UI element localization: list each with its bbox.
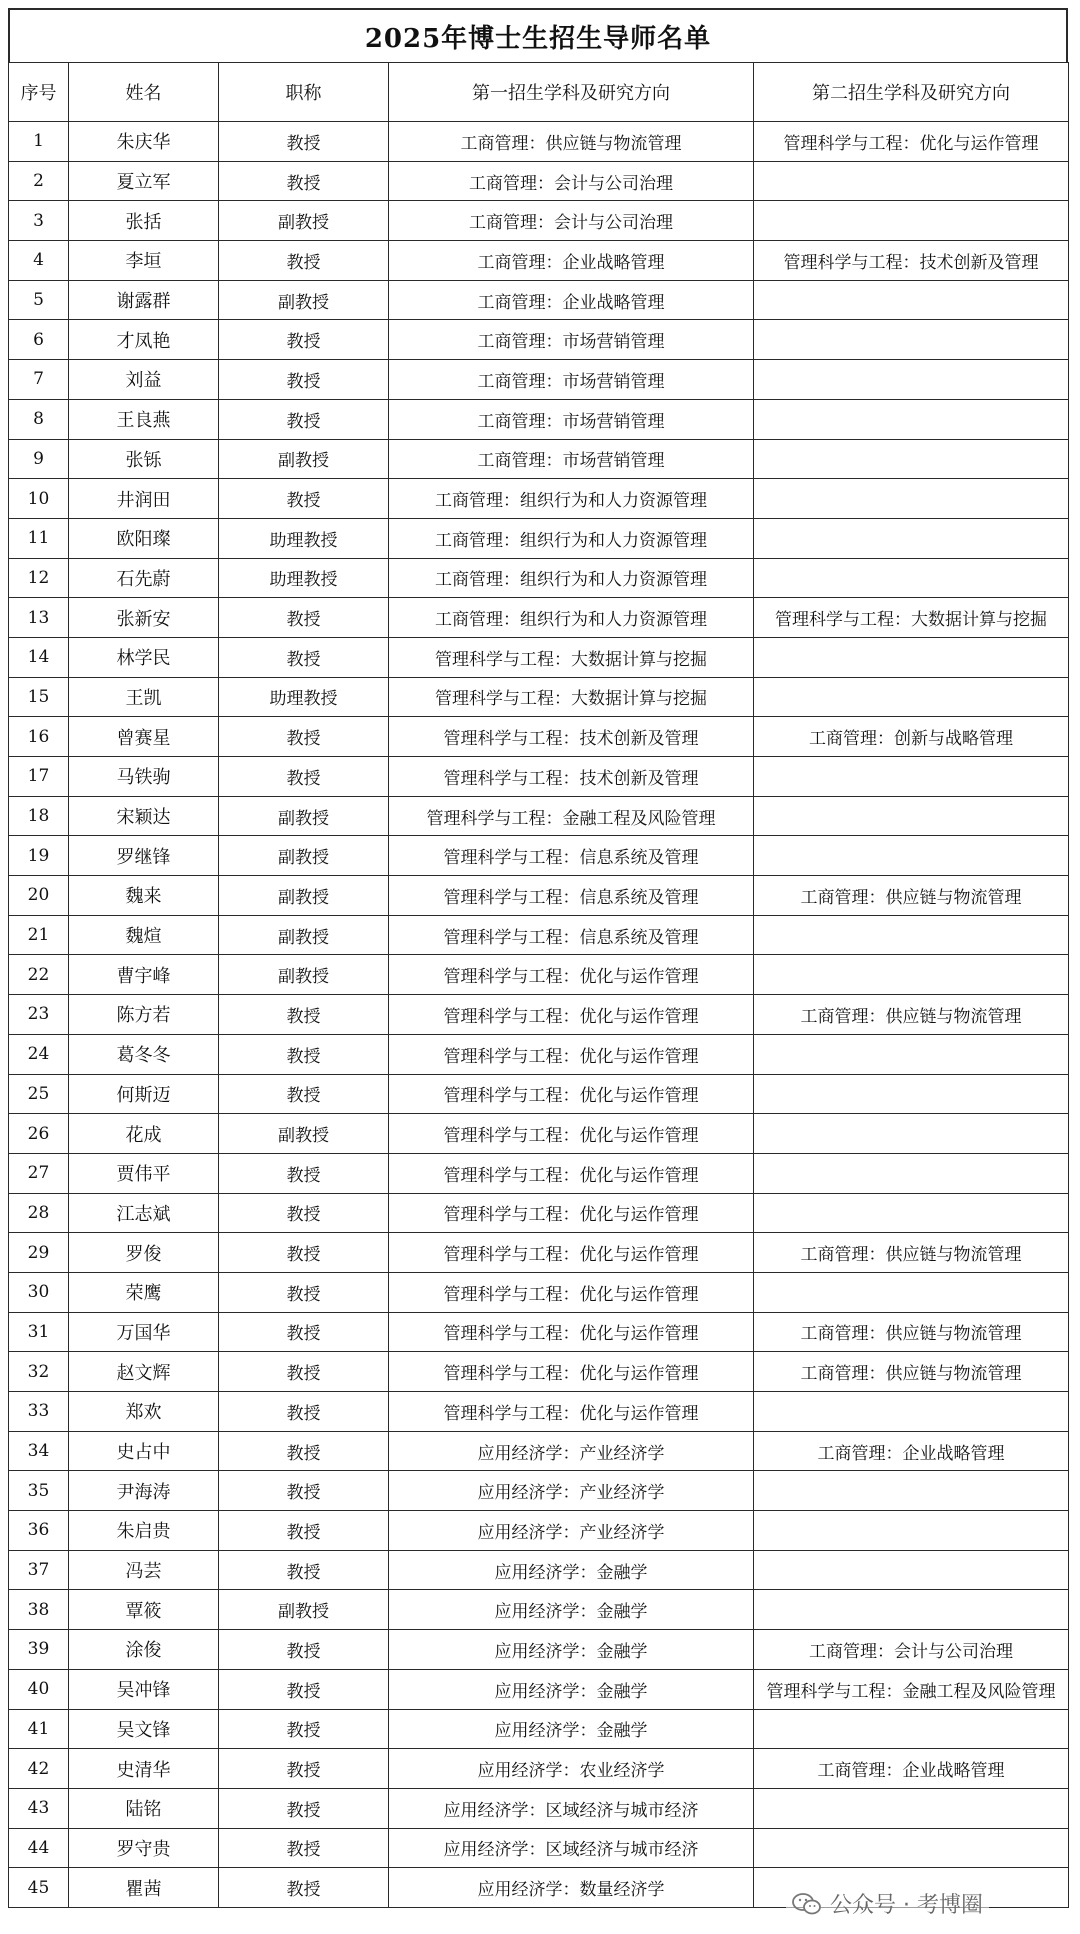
cell-first-subject: 应用经济学：产业经济学 (389, 1471, 754, 1511)
document-sheet (8, 8, 1068, 1908)
cell-name: 谢露群 (69, 280, 219, 320)
cell-name: 宋颖达 (69, 796, 219, 836)
cell-index: 33 (9, 1392, 69, 1432)
cell-index: 15 (9, 677, 69, 717)
cell-first-subject: 工商管理：组织行为和人力资源管理 (389, 558, 754, 598)
cell-name: 石先蔚 (69, 558, 219, 598)
cell-rank: 助理教授 (219, 558, 389, 598)
table-row (9, 1034, 1069, 1074)
table-row (9, 1272, 1069, 1312)
cell-rank: 教授 (219, 1431, 389, 1471)
cell-first-subject: 应用经济学：金融学 (389, 1590, 754, 1630)
cell-second-subject (754, 201, 1069, 241)
cell-name: 郑欢 (69, 1392, 219, 1432)
cell-index: 21 (9, 915, 69, 955)
cell-first-subject: 工商管理：企业战略管理 (389, 280, 754, 320)
cell-index: 29 (9, 1233, 69, 1273)
cell-rank: 副教授 (219, 915, 389, 955)
cell-index: 44 (9, 1828, 69, 1868)
table-row (9, 876, 1069, 916)
cell-second-subject (754, 558, 1069, 598)
cell-first-subject: 工商管理：组织行为和人力资源管理 (389, 598, 754, 638)
cell-first-subject: 工商管理：会计与公司治理 (389, 201, 754, 241)
cell-first-subject: 工商管理：市场营销管理 (389, 439, 754, 479)
cell-first-subject: 工商管理：组织行为和人力资源管理 (389, 479, 754, 519)
cell-name: 欧阳璨 (69, 518, 219, 558)
cell-first-subject: 工商管理：市场营销管理 (389, 360, 754, 400)
cell-index: 13 (9, 598, 69, 638)
table-row (9, 439, 1069, 479)
table-row (9, 360, 1069, 400)
cell-first-subject: 管理科学与工程：优化与运作管理 (389, 1272, 754, 1312)
cell-second-subject: 管理科学与工程：技术创新及管理 (754, 241, 1069, 281)
cell-name: 涂俊 (69, 1630, 219, 1670)
cell-second-subject: 工商管理：会计与公司治理 (754, 1630, 1069, 1670)
table-row (9, 1788, 1069, 1828)
cell-second-subject (754, 479, 1069, 519)
table-row (9, 241, 1069, 281)
table-row (9, 836, 1069, 876)
table-row (9, 915, 1069, 955)
cell-index: 11 (9, 518, 69, 558)
table-row (9, 1749, 1069, 1789)
cell-index: 36 (9, 1511, 69, 1551)
cell-name: 曾赛星 (69, 717, 219, 757)
cell-first-subject: 管理科学与工程：优化与运作管理 (389, 1352, 754, 1392)
cell-index: 23 (9, 995, 69, 1035)
cell-first-subject: 管理科学与工程：优化与运作管理 (389, 995, 754, 1035)
cell-rank: 教授 (219, 1074, 389, 1114)
cell-second-subject (754, 1788, 1069, 1828)
table-row (9, 1590, 1069, 1630)
cell-first-subject: 应用经济学：金融学 (389, 1709, 754, 1749)
cell-second-subject (754, 1511, 1069, 1551)
cell-index: 8 (9, 399, 69, 439)
header-rank: 职称 (219, 63, 389, 122)
cell-rank: 教授 (219, 1272, 389, 1312)
cell-rank: 教授 (219, 1511, 389, 1551)
cell-index: 12 (9, 558, 69, 598)
cell-index: 16 (9, 717, 69, 757)
cell-index: 37 (9, 1550, 69, 1590)
table-row (9, 161, 1069, 201)
cell-second-subject (754, 757, 1069, 797)
cell-name: 魏来 (69, 876, 219, 916)
cell-index: 2 (9, 161, 69, 201)
cell-first-subject: 工商管理：市场营销管理 (389, 399, 754, 439)
table-row (9, 1074, 1069, 1114)
cell-rank: 教授 (219, 757, 389, 797)
cell-rank: 教授 (219, 1669, 389, 1709)
cell-index: 25 (9, 1074, 69, 1114)
cell-index: 10 (9, 479, 69, 519)
table-row (9, 1828, 1069, 1868)
cell-second-subject (754, 1709, 1069, 1749)
cell-first-subject: 工商管理：组织行为和人力资源管理 (389, 518, 754, 558)
cell-first-subject: 管理科学与工程：信息系统及管理 (389, 915, 754, 955)
cell-second-subject (754, 1590, 1069, 1630)
cell-index: 4 (9, 241, 69, 281)
cell-name: 贾伟平 (69, 1153, 219, 1193)
cell-index: 28 (9, 1193, 69, 1233)
cell-first-subject: 工商管理：企业战略管理 (389, 241, 754, 281)
table-row (9, 399, 1069, 439)
table-row (9, 122, 1069, 162)
cell-index: 19 (9, 836, 69, 876)
cell-second-subject (754, 1471, 1069, 1511)
cell-name: 张铄 (69, 439, 219, 479)
cell-name: 罗守贵 (69, 1828, 219, 1868)
cell-rank: 教授 (219, 995, 389, 1035)
cell-name: 曹宇峰 (69, 955, 219, 995)
cell-index: 20 (9, 876, 69, 916)
table-row (9, 479, 1069, 519)
cell-name: 史清华 (69, 1749, 219, 1789)
cell-second-subject (754, 439, 1069, 479)
cell-second-subject: 工商管理：企业战略管理 (754, 1431, 1069, 1471)
table-row (9, 1550, 1069, 1590)
cell-second-subject (754, 1828, 1069, 1868)
cell-index: 39 (9, 1630, 69, 1670)
cell-second-subject (754, 280, 1069, 320)
table-row (9, 1193, 1069, 1233)
table-row (9, 1114, 1069, 1154)
cell-index: 1 (9, 122, 69, 162)
cell-name: 罗继锋 (69, 836, 219, 876)
table-row (9, 796, 1069, 836)
table-row (9, 280, 1069, 320)
cell-second-subject (754, 637, 1069, 677)
cell-first-subject: 管理科学与工程：信息系统及管理 (389, 876, 754, 916)
table-row (9, 1431, 1069, 1471)
cell-first-subject: 管理科学与工程：优化与运作管理 (389, 955, 754, 995)
cell-first-subject: 管理科学与工程：优化与运作管理 (389, 1114, 754, 1154)
cell-name: 马铁驹 (69, 757, 219, 797)
cell-index: 41 (9, 1709, 69, 1749)
cell-second-subject: 工商管理：供应链与物流管理 (754, 1352, 1069, 1392)
cell-name: 赵文辉 (69, 1352, 219, 1392)
cell-index: 27 (9, 1153, 69, 1193)
cell-name: 朱庆华 (69, 122, 219, 162)
cell-index: 32 (9, 1352, 69, 1392)
cell-first-subject: 应用经济学：数量经济学 (389, 1868, 754, 1908)
cell-second-subject: 工商管理：供应链与物流管理 (754, 1312, 1069, 1352)
cell-first-subject: 工商管理：供应链与物流管理 (389, 122, 754, 162)
cell-rank: 教授 (219, 1828, 389, 1868)
cell-first-subject: 应用经济学：区域经济与城市经济 (389, 1828, 754, 1868)
cell-name: 冯芸 (69, 1550, 219, 1590)
watermark (786, 1886, 989, 1921)
cell-second-subject: 工商管理：供应链与物流管理 (754, 995, 1069, 1035)
cell-second-subject (754, 1272, 1069, 1312)
cell-first-subject: 管理科学与工程：技术创新及管理 (389, 717, 754, 757)
table-row (9, 717, 1069, 757)
watermark-text: 公众号 · 考博圈 (830, 1893, 983, 1918)
table-row (9, 201, 1069, 241)
cell-rank: 助理教授 (219, 677, 389, 717)
cell-rank: 教授 (219, 360, 389, 400)
cell-second-subject (754, 320, 1069, 360)
cell-index: 14 (9, 637, 69, 677)
table-row (9, 1471, 1069, 1511)
cell-second-subject (754, 677, 1069, 717)
table-row (9, 1511, 1069, 1551)
cell-name: 尹海涛 (69, 1471, 219, 1511)
cell-rank: 教授 (219, 1034, 389, 1074)
cell-rank: 教授 (219, 1788, 389, 1828)
cell-second-subject (754, 1034, 1069, 1074)
cell-rank: 教授 (219, 1233, 389, 1273)
cell-second-subject (754, 1392, 1069, 1432)
cell-first-subject: 应用经济学：产业经济学 (389, 1511, 754, 1551)
header-name: 姓名 (69, 63, 219, 122)
cell-first-subject: 应用经济学：农业经济学 (389, 1749, 754, 1789)
cell-rank: 教授 (219, 1392, 389, 1432)
cell-name: 吴冲锋 (69, 1669, 219, 1709)
table-row (9, 955, 1069, 995)
cell-second-subject: 管理科学与工程：金融工程及风险管理 (754, 1669, 1069, 1709)
cell-rank: 教授 (219, 1709, 389, 1749)
cell-second-subject (754, 796, 1069, 836)
table-row (9, 1352, 1069, 1392)
cell-index: 22 (9, 955, 69, 995)
cell-second-subject: 工商管理：创新与战略管理 (754, 717, 1069, 757)
cell-second-subject (754, 1153, 1069, 1193)
cell-name: 罗俊 (69, 1233, 219, 1273)
cell-name: 葛冬冬 (69, 1034, 219, 1074)
cell-second-subject: 管理科学与工程：大数据计算与挖掘 (754, 598, 1069, 638)
cell-index: 17 (9, 757, 69, 797)
table-row (9, 637, 1069, 677)
cell-rank: 教授 (219, 1471, 389, 1511)
cell-first-subject: 管理科学与工程：优化与运作管理 (389, 1153, 754, 1193)
cell-index: 5 (9, 280, 69, 320)
cell-first-subject: 应用经济学：金融学 (389, 1550, 754, 1590)
cell-first-subject: 管理科学与工程：优化与运作管理 (389, 1312, 754, 1352)
header-row (9, 63, 1069, 122)
cell-rank: 教授 (219, 399, 389, 439)
cell-name: 刘益 (69, 360, 219, 400)
cell-name: 陆铭 (69, 1788, 219, 1828)
header-second-subject: 第二招生学科及研究方向 (754, 63, 1069, 122)
cell-name: 王良燕 (69, 399, 219, 439)
cell-name: 才凤艳 (69, 320, 219, 360)
cell-rank: 教授 (219, 122, 389, 162)
cell-rank: 教授 (219, 161, 389, 201)
cell-rank: 副教授 (219, 796, 389, 836)
cell-second-subject (754, 518, 1069, 558)
cell-first-subject: 管理科学与工程：优化与运作管理 (389, 1074, 754, 1114)
cell-second-subject: 工商管理：企业战略管理 (754, 1749, 1069, 1789)
cell-index: 38 (9, 1590, 69, 1630)
table-row (9, 1669, 1069, 1709)
cell-first-subject: 管理科学与工程：优化与运作管理 (389, 1392, 754, 1432)
table-row (9, 518, 1069, 558)
wechat-icon (792, 1892, 822, 1916)
cell-rank: 助理教授 (219, 518, 389, 558)
cell-name: 瞿茜 (69, 1868, 219, 1908)
cell-rank: 副教授 (219, 439, 389, 479)
page-title: 2025年博士生招生导师名单 (8, 8, 1068, 62)
cell-name: 魏煊 (69, 915, 219, 955)
cell-rank: 教授 (219, 637, 389, 677)
cell-name: 花成 (69, 1114, 219, 1154)
table-row (9, 1709, 1069, 1749)
table-row (9, 1630, 1069, 1670)
cell-index: 45 (9, 1868, 69, 1908)
cell-name: 荣鹰 (69, 1272, 219, 1312)
cell-index: 7 (9, 360, 69, 400)
advisor-table (8, 62, 1069, 1908)
cell-second-subject (754, 1550, 1069, 1590)
cell-rank: 副教授 (219, 280, 389, 320)
cell-first-subject: 管理科学与工程：大数据计算与挖掘 (389, 637, 754, 677)
cell-index: 40 (9, 1669, 69, 1709)
cell-rank: 教授 (219, 479, 389, 519)
cell-rank: 教授 (219, 1153, 389, 1193)
table-row (9, 1392, 1069, 1432)
cell-first-subject: 应用经济学：产业经济学 (389, 1431, 754, 1471)
cell-index: 35 (9, 1471, 69, 1511)
cell-first-subject: 管理科学与工程：技术创新及管理 (389, 757, 754, 797)
header-index: 序号 (9, 63, 69, 122)
cell-index: 6 (9, 320, 69, 360)
cell-rank: 副教授 (219, 876, 389, 916)
cell-rank: 副教授 (219, 201, 389, 241)
cell-second-subject: 工商管理：供应链与物流管理 (754, 1233, 1069, 1273)
table-row (9, 320, 1069, 360)
table-row (9, 598, 1069, 638)
table-row (9, 1233, 1069, 1273)
cell-first-subject: 管理科学与工程：优化与运作管理 (389, 1233, 754, 1273)
table-row (9, 757, 1069, 797)
cell-first-subject: 工商管理：会计与公司治理 (389, 161, 754, 201)
cell-second-subject: 管理科学与工程：优化与运作管理 (754, 122, 1069, 162)
cell-index: 30 (9, 1272, 69, 1312)
table-row (9, 995, 1069, 1035)
table-row (9, 558, 1069, 598)
cell-rank: 副教授 (219, 1114, 389, 1154)
cell-name: 王凯 (69, 677, 219, 717)
cell-rank: 教授 (219, 241, 389, 281)
cell-first-subject: 工商管理：市场营销管理 (389, 320, 754, 360)
cell-name: 覃筱 (69, 1590, 219, 1630)
cell-name: 夏立军 (69, 161, 219, 201)
table-body (9, 122, 1069, 1908)
cell-rank: 教授 (219, 1868, 389, 1908)
cell-name: 陈方若 (69, 995, 219, 1035)
cell-rank: 教授 (219, 1193, 389, 1233)
cell-name: 朱启贵 (69, 1511, 219, 1551)
cell-name: 吴文锋 (69, 1709, 219, 1749)
cell-rank: 教授 (219, 717, 389, 757)
cell-name: 井润田 (69, 479, 219, 519)
cell-rank: 副教授 (219, 955, 389, 995)
cell-first-subject: 管理科学与工程：信息系统及管理 (389, 836, 754, 876)
cell-index: 43 (9, 1788, 69, 1828)
cell-index: 42 (9, 1749, 69, 1789)
cell-rank: 教授 (219, 320, 389, 360)
cell-first-subject: 应用经济学：金融学 (389, 1669, 754, 1709)
cell-rank: 教授 (219, 1312, 389, 1352)
cell-first-subject: 管理科学与工程：优化与运作管理 (389, 1034, 754, 1074)
table-row (9, 1312, 1069, 1352)
cell-index: 34 (9, 1431, 69, 1471)
cell-rank: 副教授 (219, 836, 389, 876)
cell-first-subject: 管理科学与工程：大数据计算与挖掘 (389, 677, 754, 717)
cell-second-subject (754, 955, 1069, 995)
cell-first-subject: 应用经济学：金融学 (389, 1630, 754, 1670)
cell-rank: 教授 (219, 1749, 389, 1789)
header-first-subject: 第一招生学科及研究方向 (389, 63, 754, 122)
cell-second-subject (754, 399, 1069, 439)
cell-name: 林学民 (69, 637, 219, 677)
cell-second-subject (754, 1114, 1069, 1154)
cell-index: 18 (9, 796, 69, 836)
cell-index: 24 (9, 1034, 69, 1074)
cell-name: 史占中 (69, 1431, 219, 1471)
cell-name: 张新安 (69, 598, 219, 638)
cell-index: 9 (9, 439, 69, 479)
cell-rank: 教授 (219, 1550, 389, 1590)
cell-first-subject: 应用经济学：区域经济与城市经济 (389, 1788, 754, 1828)
cell-second-subject (754, 915, 1069, 955)
cell-name: 张括 (69, 201, 219, 241)
cell-second-subject (754, 161, 1069, 201)
cell-first-subject: 管理科学与工程：优化与运作管理 (389, 1193, 754, 1233)
cell-second-subject (754, 1074, 1069, 1114)
cell-name: 万国华 (69, 1312, 219, 1352)
cell-index: 26 (9, 1114, 69, 1154)
table-row (9, 677, 1069, 717)
cell-second-subject (754, 1193, 1069, 1233)
cell-rank: 教授 (219, 1352, 389, 1392)
cell-rank: 副教授 (219, 1590, 389, 1630)
cell-name: 李垣 (69, 241, 219, 281)
cell-index: 31 (9, 1312, 69, 1352)
cell-second-subject (754, 360, 1069, 400)
cell-name: 江志斌 (69, 1193, 219, 1233)
cell-index: 3 (9, 201, 69, 241)
cell-second-subject (754, 836, 1069, 876)
cell-rank: 教授 (219, 1630, 389, 1670)
cell-name: 何斯迈 (69, 1074, 219, 1114)
cell-second-subject: 工商管理：供应链与物流管理 (754, 876, 1069, 916)
cell-first-subject: 管理科学与工程：金融工程及风险管理 (389, 796, 754, 836)
cell-rank: 教授 (219, 598, 389, 638)
table-row (9, 1153, 1069, 1193)
